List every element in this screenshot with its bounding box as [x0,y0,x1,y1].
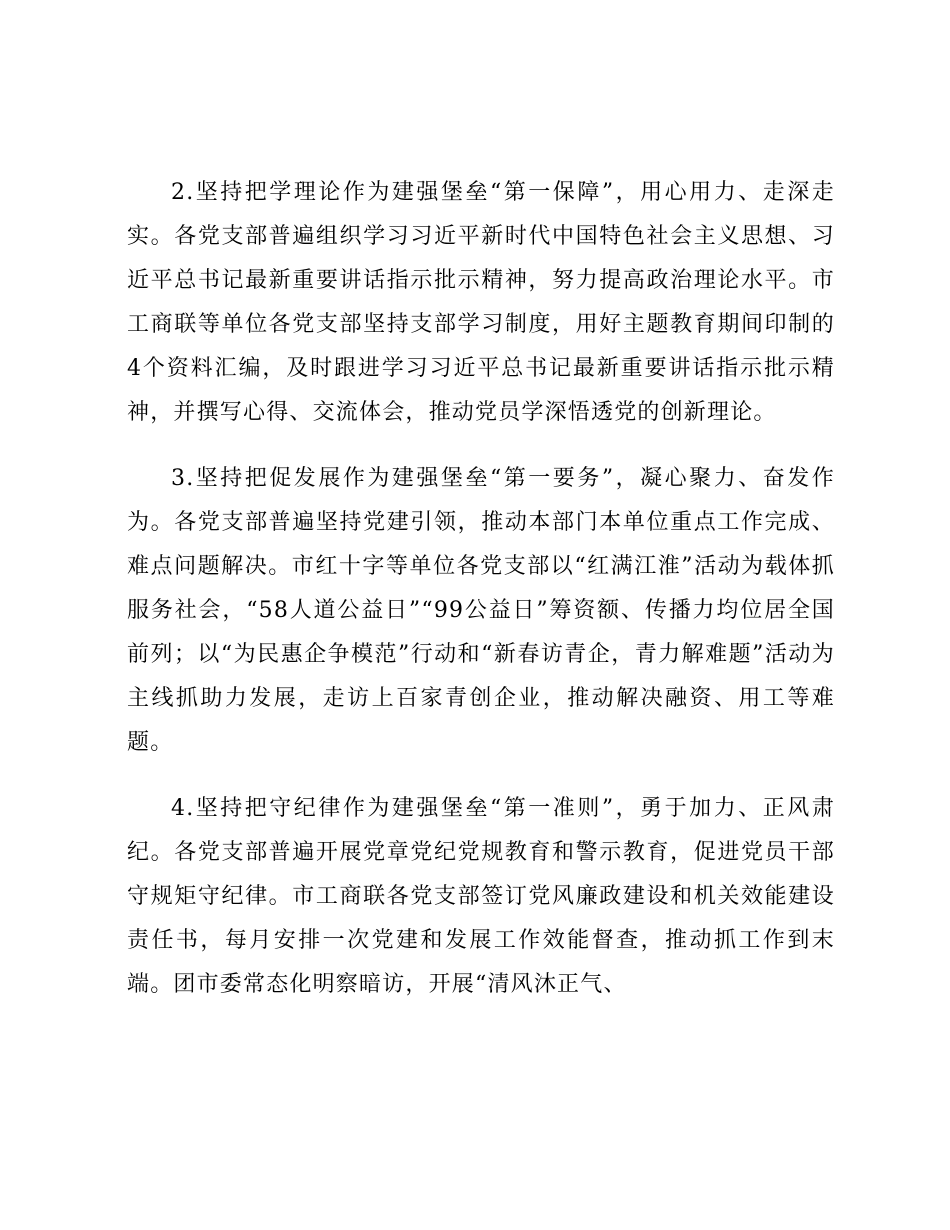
paragraph-2-theory: 2.坚持把学理论作为建强堡垒“第一保障”，用心用力、走深走实。各党支部普遍组织学习习近平新时代中国特色社会主义思想、习近平总书记最新重要讲话指示批示精神，努力提高政治理论水平。市工商联等单位各党支部坚持支部学习制度，用好主题教育期间印制的4个资料汇编，及时跟进学习习近平总书记最新重要讲话指示批示精神，并撰写心得、交流体会，推动党员学深悟透党的创新理论。 [127,180,835,425]
paragraph-3-development: 3.坚持把促发展作为建强堡垒“第一要务”，凝心聚力、奋发作为。各党支部普遍坚持党建引领，推动本部门本单位重点工作完成、难点问题解决。市红十字等单位各党支部以“红满江淮”活动为载体抓服务社会，“58人道公益日”“99公益日”筹资额、传播力均位居全国前列；以“为民惠企争模范”行动和“新春访青企，青力解难题”活动为主线抓助力发展，走访上百家青创企业，推动解决融资、用工等难题。 [127,466,835,755]
paragraph-4-discipline: 4.坚持把守纪律作为建强堡垒“第一准则”，勇于加力、正风肃纪。各党支部普遍开展党章党纪党规教育和警示教育，促进党员干部守规矩守纪律。市工商联各党支部签订党风廉政建设和机关效能建设责任书，每月安排一次党建和发展工作效能督查，推动抓工作到末端。团市委常态化明察暗访，开展“清风沐正气、 [127,796,835,997]
document-body [127,171,835,1007]
